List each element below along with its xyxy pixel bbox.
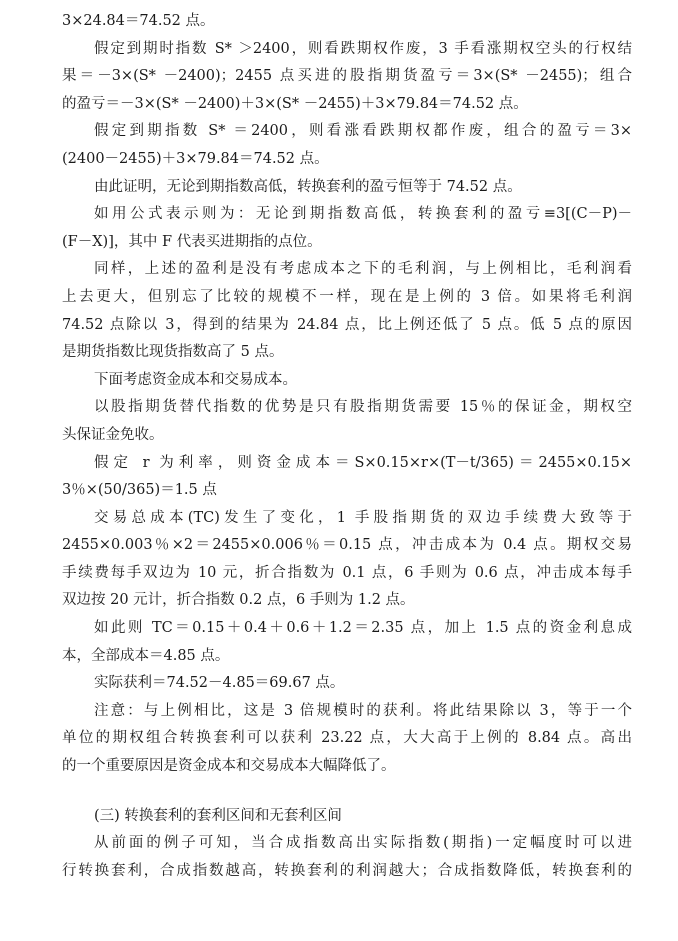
paragraph xyxy=(62,118,632,173)
paragraph xyxy=(62,670,632,698)
paragraph xyxy=(62,36,632,119)
text-line: 行转换套利，合成指数越高，转换套利的利润越大；合成指数降低，转换套利的 xyxy=(62,862,632,879)
paragraph xyxy=(62,698,632,781)
text-line: 假定 r 为利率，则资金成本＝S×0.15×r×(T－t/365)＝2455×0.15× xyxy=(94,454,632,471)
text-line: 由此证明，无论到期指数高低，转换套利的盈亏恒等于 74.52 点。 xyxy=(94,178,522,195)
paragraph xyxy=(62,450,632,505)
text-line: (F－X)]，其中 F 代表买进期指的点位。 xyxy=(62,233,322,250)
text-line: 双边按 20 元计，折合指数 0.2 点，6 手则为 1.2 点。 xyxy=(62,592,415,609)
text-line: 的盈亏＝－3×(S* －2400)＋3×(S* －2455)＋3×79.84＝74.52 点。 xyxy=(62,95,528,112)
paragraph xyxy=(62,8,632,36)
paragraph xyxy=(62,394,632,449)
section-body xyxy=(62,830,632,885)
text-line: 从前面的例子可知，当合成指数高出实际指数(期指)一定幅度时可以进 xyxy=(94,835,632,852)
paragraph xyxy=(62,505,632,615)
paragraph xyxy=(62,367,632,395)
text-line: 同样，上述的盈利是没有考虑成本之下的毛利润，与上例相比，毛利润看 xyxy=(94,261,632,278)
paragraph xyxy=(62,256,632,366)
text-line: 74.52 点除以 3，得到的结果为 24.84 点，比上例还低了 5 点。低 5 点的原因 xyxy=(62,316,632,333)
paragraph xyxy=(62,201,632,256)
text-line: 3％×(50/365)＝1.5 点 xyxy=(62,482,217,499)
text-line: 下面考虑资金成本和交易成本。 xyxy=(94,371,297,388)
text-line: 以股指期货替代指数的优势是只有股指期货需要 15％的保证金，期权空 xyxy=(94,399,632,416)
text-line: 假定到期时指数 S* ＞2400，则看跌期权作废，3 手看涨期权空头的行权结 xyxy=(94,40,632,57)
text-line: 单位的期权组合转换套利可以获利 23.22 点，大大高于上例的 8.84 点。高出 xyxy=(62,730,632,747)
section-gap xyxy=(62,781,632,803)
text-line: 本，全部成本＝4.85 点。 xyxy=(62,647,230,664)
text-line: (2400－2455)＋3×79.84＝74.52 点。 xyxy=(62,150,329,167)
text-line: 3×24.84＝74.52 点。 xyxy=(62,13,215,29)
text-line: 如用公式表示则为：无论到期指数高低，转换套利的盈亏≡3[(C－P)－ xyxy=(94,206,632,223)
paragraph xyxy=(62,174,632,202)
text-line: 注意：与上例相比，这是 3 倍规模时的获利。将此结果除以 3，等于一个 xyxy=(94,702,632,719)
text-line: 果＝－3×(S* －2400)；2455 点买进的股指期货盈亏＝3×(S* －2455)；组合 xyxy=(62,68,632,85)
text-line: 的一个重要原因是资金成本和交易成本大幅降低了。 xyxy=(62,758,396,775)
text-line: 假定到期指数 S* ＝2400，则看涨看跌期权都作废，组合的盈亏＝3× xyxy=(94,123,632,140)
document-page xyxy=(62,8,632,885)
text-line: 交易总成本(TC)发生了变化，1 手股指期货的双边手续费大致等于 xyxy=(94,509,632,526)
text-line: 如此则 TC＝0.15＋0.4＋0.6＋1.2＝2.35 点，加上 1.5 点的资金利息成 xyxy=(94,620,632,637)
section-heading: (三) 转换套利的套利区间和无套利区间 xyxy=(94,807,342,824)
text-line: 2455×0.003％×2＝2455×0.006％＝0.15 点，冲击成本为 0.4 点。期权交易 xyxy=(62,537,632,554)
text-line: 头保证金免收。 xyxy=(62,426,164,443)
text-line: 手续费每手双边为 10 元，折合指数为 0.1 点，6 手则为 0.6 点，冲击成本每手 xyxy=(62,564,632,581)
text-line: 是期货指数比现货指数高了 5 点。 xyxy=(62,344,284,361)
text-line: 实际获利＝74.52－4.85＝69.67 点。 xyxy=(94,675,345,692)
body-text xyxy=(62,8,632,781)
paragraph xyxy=(62,615,632,670)
text-line: 上去更大，但别忘了比较的规模不一样，现在是上例的 3 倍。如果将毛利润 xyxy=(62,288,632,305)
